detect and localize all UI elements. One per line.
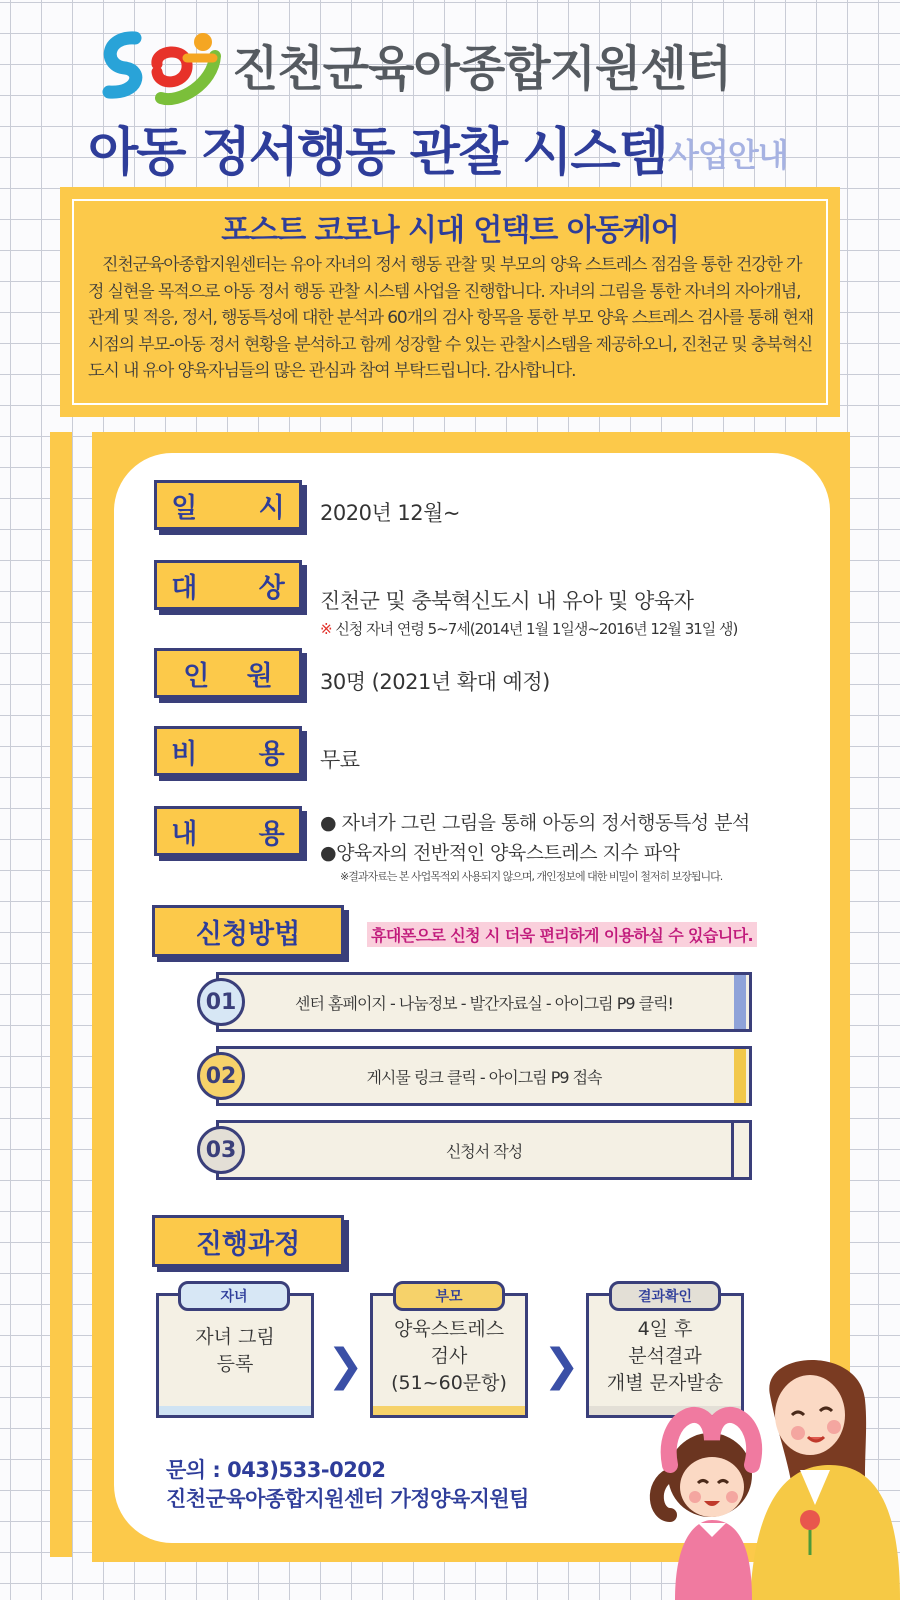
- intro-title: 포스트 코로나 시대 언택트 아동케어: [221, 213, 679, 248]
- step-2-accent: [734, 1049, 746, 1103]
- chevron-right-icon: ❯: [327, 1340, 364, 1391]
- apply-step-1-text: 센터 홈페이지 - 나눔정보 - 발간자료실 - 아이그림 P9 클릭!: [295, 993, 673, 1013]
- content-privacy-note: ※결과자료는 본 사업목적외 사용되지 않으며, 개인정보에 대한 비밀이 철저히 보장됩니다.: [340, 870, 723, 883]
- page-title: 아동 정서행동 관찰 시스템: [88, 123, 667, 183]
- apply-step-1: [216, 972, 752, 1032]
- process-step-child-bottom: [159, 1406, 311, 1415]
- step-1-accent: [734, 975, 746, 1029]
- contact-info: [166, 1456, 529, 1514]
- content-item-1: ● 자녀가 그린 그림을 통해 아동의 정서행동특성 분석: [320, 812, 750, 834]
- target-note-text: 신청 자녀 연령 5~7세(2014년 1월 1일생~2016년 12월 31일 생): [331, 620, 738, 638]
- apply-hint: 휴대폰으로 신청 시 더욱 편리하게 이용하실 수 있습니다.: [367, 922, 757, 947]
- value-date: 2020년 12월~: [320, 501, 461, 525]
- apply-step-2: [216, 1046, 752, 1106]
- label-count: 인 원: [154, 648, 302, 698]
- apply-step-3-text: 신청서 작성: [445, 1141, 523, 1161]
- step-3-accent: [731, 1123, 746, 1177]
- process-tag-result: 결과확인: [609, 1281, 721, 1311]
- value-cost: 무료: [320, 748, 360, 772]
- process-step-parent-bottom: [373, 1406, 525, 1415]
- apply-step-3: [216, 1120, 752, 1180]
- label-process: 진행과정: [152, 1215, 344, 1267]
- page-subtitle: 사업안내: [668, 136, 788, 174]
- intro-body: 진천군육아종합지원센터는 유아 자녀의 정서 행동 관찰 및 부모의 양육 스트레스 점검을 통한 건강한 가정 실현을 목적으로 아동 정서 행동 관찰 시스템 사업을 진행합니다. 자녀의 그림을 통한 자녀의 자아개념, 관계 및 적응, 정서, 행동특성에 대한 분석과 60개의 검사 항목을 통한 부모 양육 스트레스 검사를 통해 현재 시점의 부모-아동 정서 현황을 분석하고 함께 성장할 수 있는 관찰시스템을 제공하오니, 진천군 및 충북혁신도시 내 유아 양육자님들의 많은 관심과 참여 부탁드립니다. 감사합니다.: [88, 255, 814, 381]
- frame-side-strip: [50, 432, 72, 1557]
- org-name: 진천군육아종합지원센터: [232, 41, 732, 97]
- mother-child-illustration: [640, 1355, 900, 1600]
- chevron-right-icon: ❯: [543, 1340, 580, 1391]
- center-logo: [95, 28, 225, 106]
- apply-step-1-number: 01: [197, 978, 245, 1026]
- note-mark: ※: [320, 620, 332, 638]
- label-cost: 비 용: [154, 726, 302, 776]
- target-note: [320, 618, 737, 639]
- contact-team: 진천군육아종합지원센터 가정양육지원팀: [166, 1487, 529, 1511]
- label-content: 내 용: [154, 806, 302, 856]
- label-date: 일 시: [154, 480, 302, 530]
- process-tag-parent: 부모: [393, 1281, 505, 1311]
- process-step-parent-text: 양육스트레스 검사 (51~60문항): [391, 1318, 507, 1394]
- content-item-2: ●양육자의 전반적인 양육스트레스 지수 파악: [320, 842, 680, 864]
- label-target: 대 상: [154, 560, 302, 610]
- process-step-child-text: 자녀 그림 등록: [195, 1326, 275, 1375]
- process-tag-child: 자녀: [178, 1281, 290, 1311]
- label-apply-method: 신청방법: [152, 905, 344, 957]
- apply-step-2-text: 게시물 링크 클릭 - 아이그림 P9 접속: [366, 1067, 602, 1087]
- value-target: 진천군 및 충북혁신도시 내 유아 및 양육자: [320, 589, 694, 613]
- apply-step-3-number: 03: [197, 1126, 245, 1174]
- process-step-result-text: 4일 후 분석결과 개별 문자발송: [606, 1318, 724, 1394]
- process-step-parent: [370, 1293, 528, 1418]
- process-step-child: [156, 1293, 314, 1418]
- apply-step-2-number: 02: [197, 1052, 245, 1100]
- contact-phone: 문의 : 043)533-0202: [166, 1458, 386, 1482]
- value-count: 30명 (2021년 확대 예정): [320, 670, 550, 694]
